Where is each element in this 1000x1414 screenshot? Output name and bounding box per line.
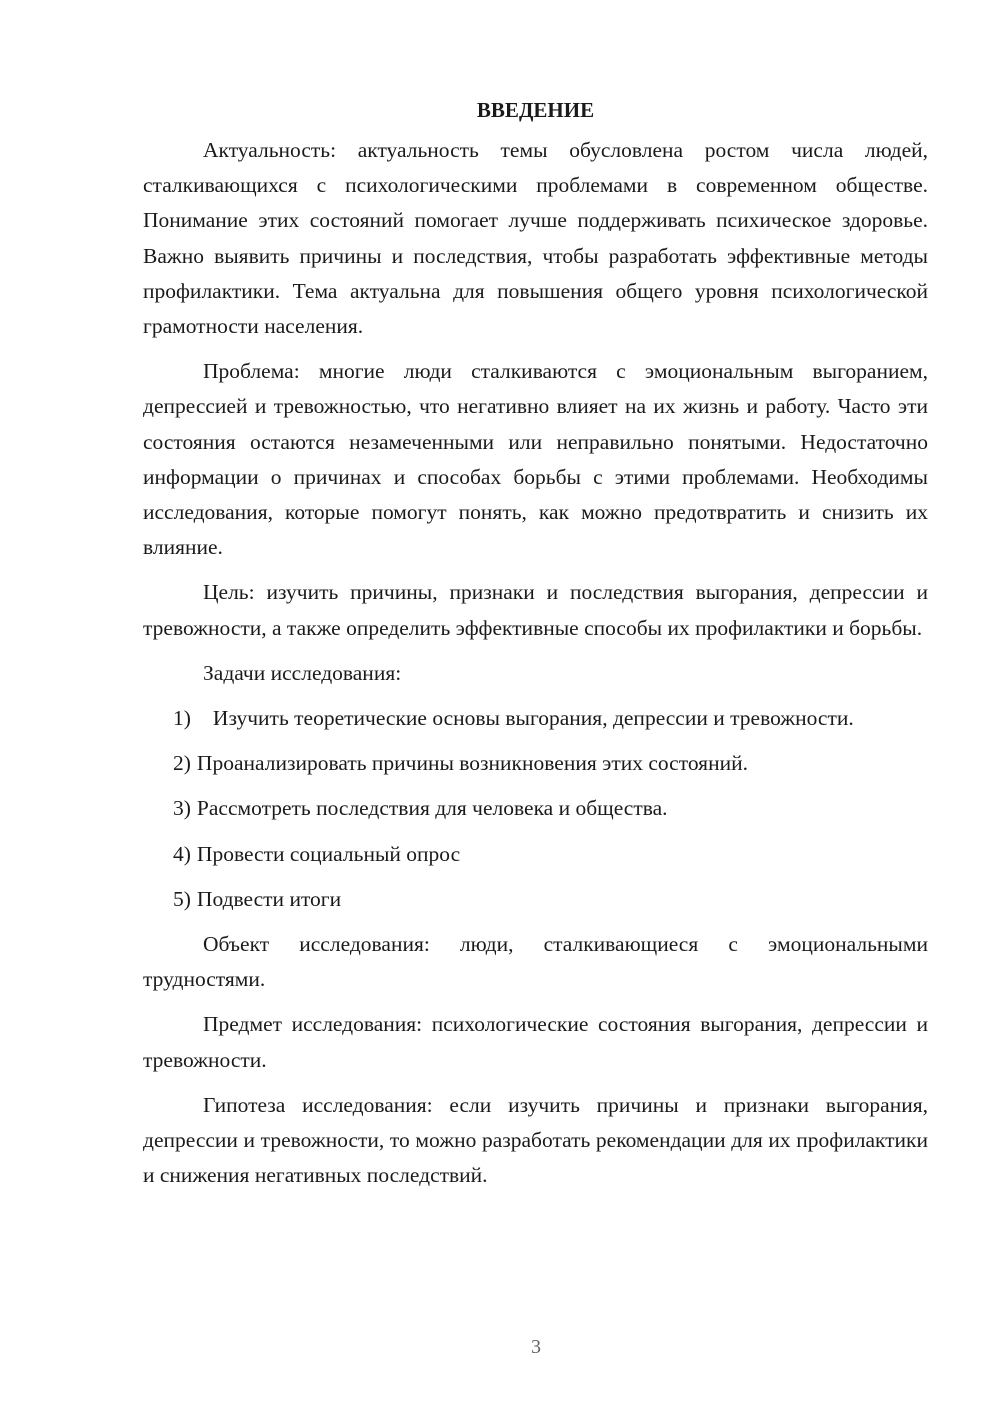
- task-number: 3): [173, 796, 191, 821]
- paragraph-problem: Проблема: многие люди сталкиваются с эмоциональным выгоранием, депрессией и тревожностью, что негативно влияет на их жизнь и работу. Часто эти состояния остаются незамеченными или неправильно понятыми. Недостаточно информации о причинах и способах борьбы с этими проблемами. Необходимы исследования, которые помогут понять, как можно предотвратить и снизить их влияние.: [143, 359, 928, 560]
- document-page: [143, 96, 928, 1203]
- task-text: Рассмотреть последствия для человека и общества.: [196, 796, 668, 821]
- paragraph-hypothesis: Гипотеза исследования: если изучить причины и признаки выгорания, депрессии и тревожности, то можно разработать рекомендации для их профилактики и снижения негативных последствий.: [143, 1092, 928, 1188]
- task-number: 5): [173, 886, 191, 911]
- task-item-2: [143, 746, 928, 781]
- paragraph-relevance: Актуальность: актуальность темы обусловлена ростом числа людей, сталкивающихся с психологическими проблемами в современном обществе. Понимание этих состояний помогает лучше поддерживать психическое здоровье. Важно выявить причины и последствия, чтобы разработать эффективные методы профилактики. Тема актуальна для повышения общего уровня психологической грамотности населения.: [143, 138, 928, 339]
- paragraph-subject: Предмет исследования: психологические состояния выгорания, депрессии и тревожности.: [143, 1012, 928, 1072]
- tasks-heading: Задачи исследования:: [203, 660, 402, 685]
- task-text: Проанализировать причины возникновения этих состояний.: [196, 751, 748, 776]
- task-item-4: [143, 837, 928, 872]
- section-title: ВВЕДЕНИЕ: [476, 98, 595, 122]
- task-item-1: [143, 701, 928, 736]
- task-number: 1): [173, 706, 191, 731]
- task-item-3: [143, 791, 928, 826]
- page-number: 3: [531, 1336, 541, 1358]
- task-number: 2): [173, 751, 191, 776]
- task-text: Подвести итоги: [196, 886, 342, 911]
- task-number: 4): [173, 841, 191, 866]
- task-text: Изучить теоретические основы выгорания, депрессии и тревожности.: [212, 706, 854, 731]
- paragraph-object: Объект исследования: люди, сталкивающиеся с эмоциональными трудностями.: [143, 932, 928, 992]
- task-text: Провести социальный опрос: [196, 841, 461, 866]
- task-item-5: [143, 882, 928, 917]
- paragraph-goal: Цель: изучить причины, признаки и последствия выгорания, депрессии и тревожности, а также определить эффективные способы их профилактики и борьбы.: [143, 580, 928, 640]
